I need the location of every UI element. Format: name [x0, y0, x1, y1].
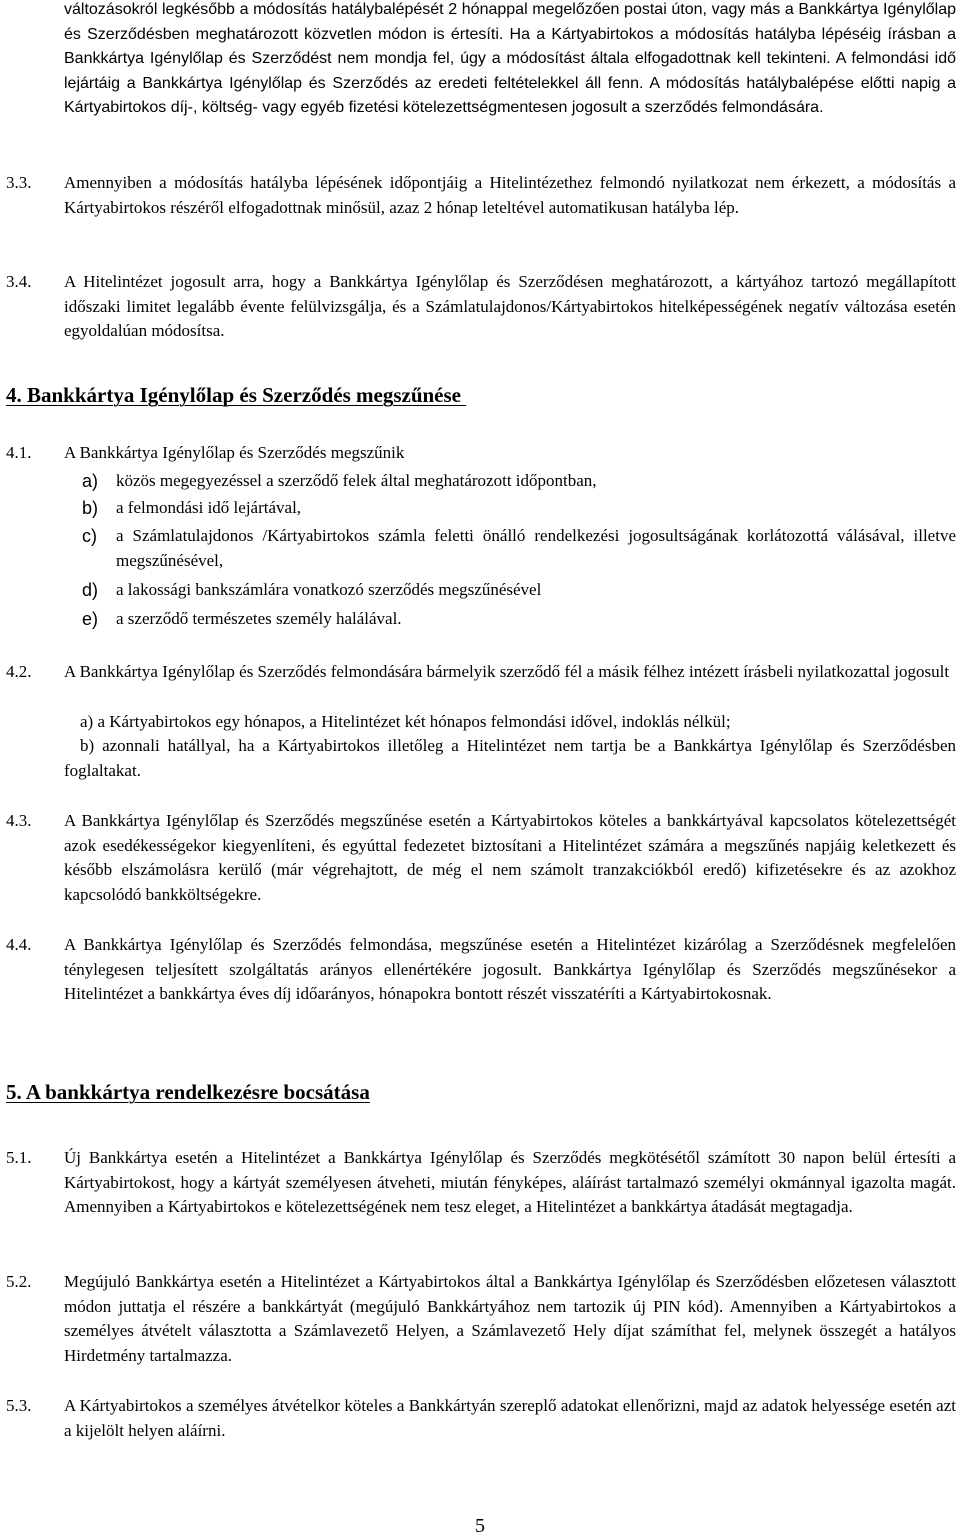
section-number-5-1: 5.1. [6, 1148, 32, 1167]
section-4-4-text: A Bankkártya Igénylőlap és Szerződés felmondása, megszűnése esetén a Hitelintézet kizárólag a Szerződésnek megfelelően ténylegesen teljesített szolgáltatás arányos ellenértékére jogosult. Bankkártya Igénylőlap és Szerződés megszűnésekor a Hitelintézet a bankkártya éves díj időarányos, hónapokra bontott részét visszatéríti a Kártyabirtokosnak. [64, 935, 956, 1003]
section-4-1-lead: A Bankkártya Igénylőlap és Szerződés megszűnik [64, 443, 405, 462]
section-5-heading: 5. A bankkártya rendelkezésre bocsátása [6, 1080, 370, 1104]
list-item-letter-c: c) [82, 526, 97, 546]
list-item-letter-d: d) [82, 580, 99, 600]
list-item-text-b: a felmondási idő lejártával, [116, 498, 302, 517]
section-number-3-3: 3.3. [6, 173, 32, 192]
section-4-2-text: A Bankkártya Igénylőlap és Szerződés felmondására bármelyik szerződő fél a másik félhez intézett írásbeli nyilatkozattal jogosult [64, 662, 950, 681]
list-item-text-a: közös megegyezéssel a szerződő felek által meghatározott időpontban, [116, 471, 597, 490]
section-4-2-sub-a: a) a Kártyabirtokos egy hónapos, a Hitelintézet két hónapos felmondási idővel, indoklás nélkül; [80, 712, 731, 731]
section-number-4-1: 4.1. [6, 443, 32, 462]
list-item-text-e: a szerződő természetes személy halálával. [116, 609, 402, 628]
page-number: 5 [475, 1515, 485, 1537]
section-5-1-text: Új Bankkártya esetén a Hitelintézet a Bankkártya Igénylőlap és Szerződés megkötésétől számított 30 napon belül értesíti a Kártyabirtokost, hogy a kártyát személyesen átveheti, miután fényképes, aláírást tartalmazó személyi okmánnyal igazolta magát. Amennyiben a Kártyabirtokos e kötelezettségének nem tesz eleget, a Hitelintézet a bankkártya átadását megtagadja. [64, 1148, 956, 1216]
section-4-2-sub-b: b) azonnali hatállyal, ha a Kártyabirtokos illetőleg a Hitelintézet nem tartja be a Bankkártya Igénylőlap és Szerződésben foglaltakat. [64, 736, 956, 780]
intro-paragraph: változásokról legkésőbb a módosítás hatálybalépését 2 hónappal megelőzően postai úton, vagy más a Bankkártya Igénylőlap és Szerződésben meghatározott közvetlen módon is értesíti. Ha a Kártyabirtokos a módosítás hatályba lépéséig írásban a Bankkártya Igénylőlap és Szerződést nem mondja fel, úgy a módosítást általa elfogadottnak kell tekinteni. A felmondási idő lejártáig a Bankkártya Igénylőlap és Szerződés az eredeti feltételekkel áll fenn. A módosítás hatálybalépése előtti napig a Kártyabirtokos díj-, költség- vagy egyéb fizetési kötelezettségmentesen jogosult a szerződés felmondására. [64, 1, 956, 116]
section-number-4-4: 4.4. [6, 935, 32, 954]
section-number-5-2: 5.2. [6, 1272, 32, 1291]
list-item-letter-b: b) [82, 498, 99, 518]
section-number-5-3: 5.3. [6, 1396, 32, 1415]
list-item-text-d: a lakossági bankszámlára vonatkozó szerződés megszűnésével [116, 580, 542, 599]
section-4-3-text: A Bankkártya Igénylőlap és Szerződés megszűnése esetén a Kártyabirtokos köteles a bankkártyával kapcsolatos kötelezettségét azok esedékességekor kiegyenlíteni, és egyúttal fedezetet biztosítani a Hitelintézet számára a megszűnés napjáig keletkezett és később elszámolásra kerülő (már végrehajtott, de még el nem számolt tranzakciókból eredő) kifizetésekre és az azokhoz kapcsolódó bankköltségekre. [64, 811, 956, 904]
section-3-4-text: A Hitelintézet jogosult arra, hogy a Bankkártya Igénylőlap és Szerződésen meghatározott, a kártyához tartozó megállapított időszaki limitet legalább évente felülvizsgálja, és a Számlatulajdonos/Kártyabirtokos hitelképességének negatív változása esetén egyoldalúan módosítsa. [64, 272, 956, 340]
section-number-4-3: 4.3. [6, 811, 32, 830]
section-4-heading: 4. Bankkártya Igénylőlap és Szerződés megszűnése [6, 383, 467, 407]
section-5-2-text: Megújuló Bankkártya esetén a Hitelintézet a Kártyabirtokos által a Bankkártya Igénylőlap és Szerződésben előzetesen választott módon juttatja el részére a bankkártyát (megújuló Bankkártyához nem tartozik új PIN kód). Amennyiben a Kártyabirtokos a személyes átvételt választotta a Számlavezető Helyen, a Számlavezető Hely díjat számíthat fel, melynek összegét a hatályos Hirdetmény tartalmazza. [64, 1272, 956, 1365]
list-item-letter-a: a) [82, 471, 99, 491]
section-number-4-2: 4.2. [6, 662, 32, 681]
section-3-3-text: Amennyiben a módosítás hatályba lépésének időpontjáig a Hitelintézethez felmondó nyilatkozat nem érkezett, a módosítás a Kártyabirtokos részéről elfogadottnak minősül, azaz 2 hónap leteltével automatikusan hatályba lép. [64, 173, 956, 217]
section-number-3-4: 3.4. [6, 272, 32, 291]
list-item-letter-e: e) [82, 609, 99, 629]
list-item-text-c: a Számlatulajdonos /Kártyabirtokos számla feletti önálló rendelkezési jogosultságának korlátozottá válásával, illetve megszűnésével, [116, 526, 956, 570]
section-5-3-text: A Kártyabirtokos a személyes átvételkor köteles a Bankkártyán szereplő adatokat ellenőrizni, majd az adatok helyessége esetén azt a kijelölt helyen aláírni. [64, 1396, 956, 1440]
